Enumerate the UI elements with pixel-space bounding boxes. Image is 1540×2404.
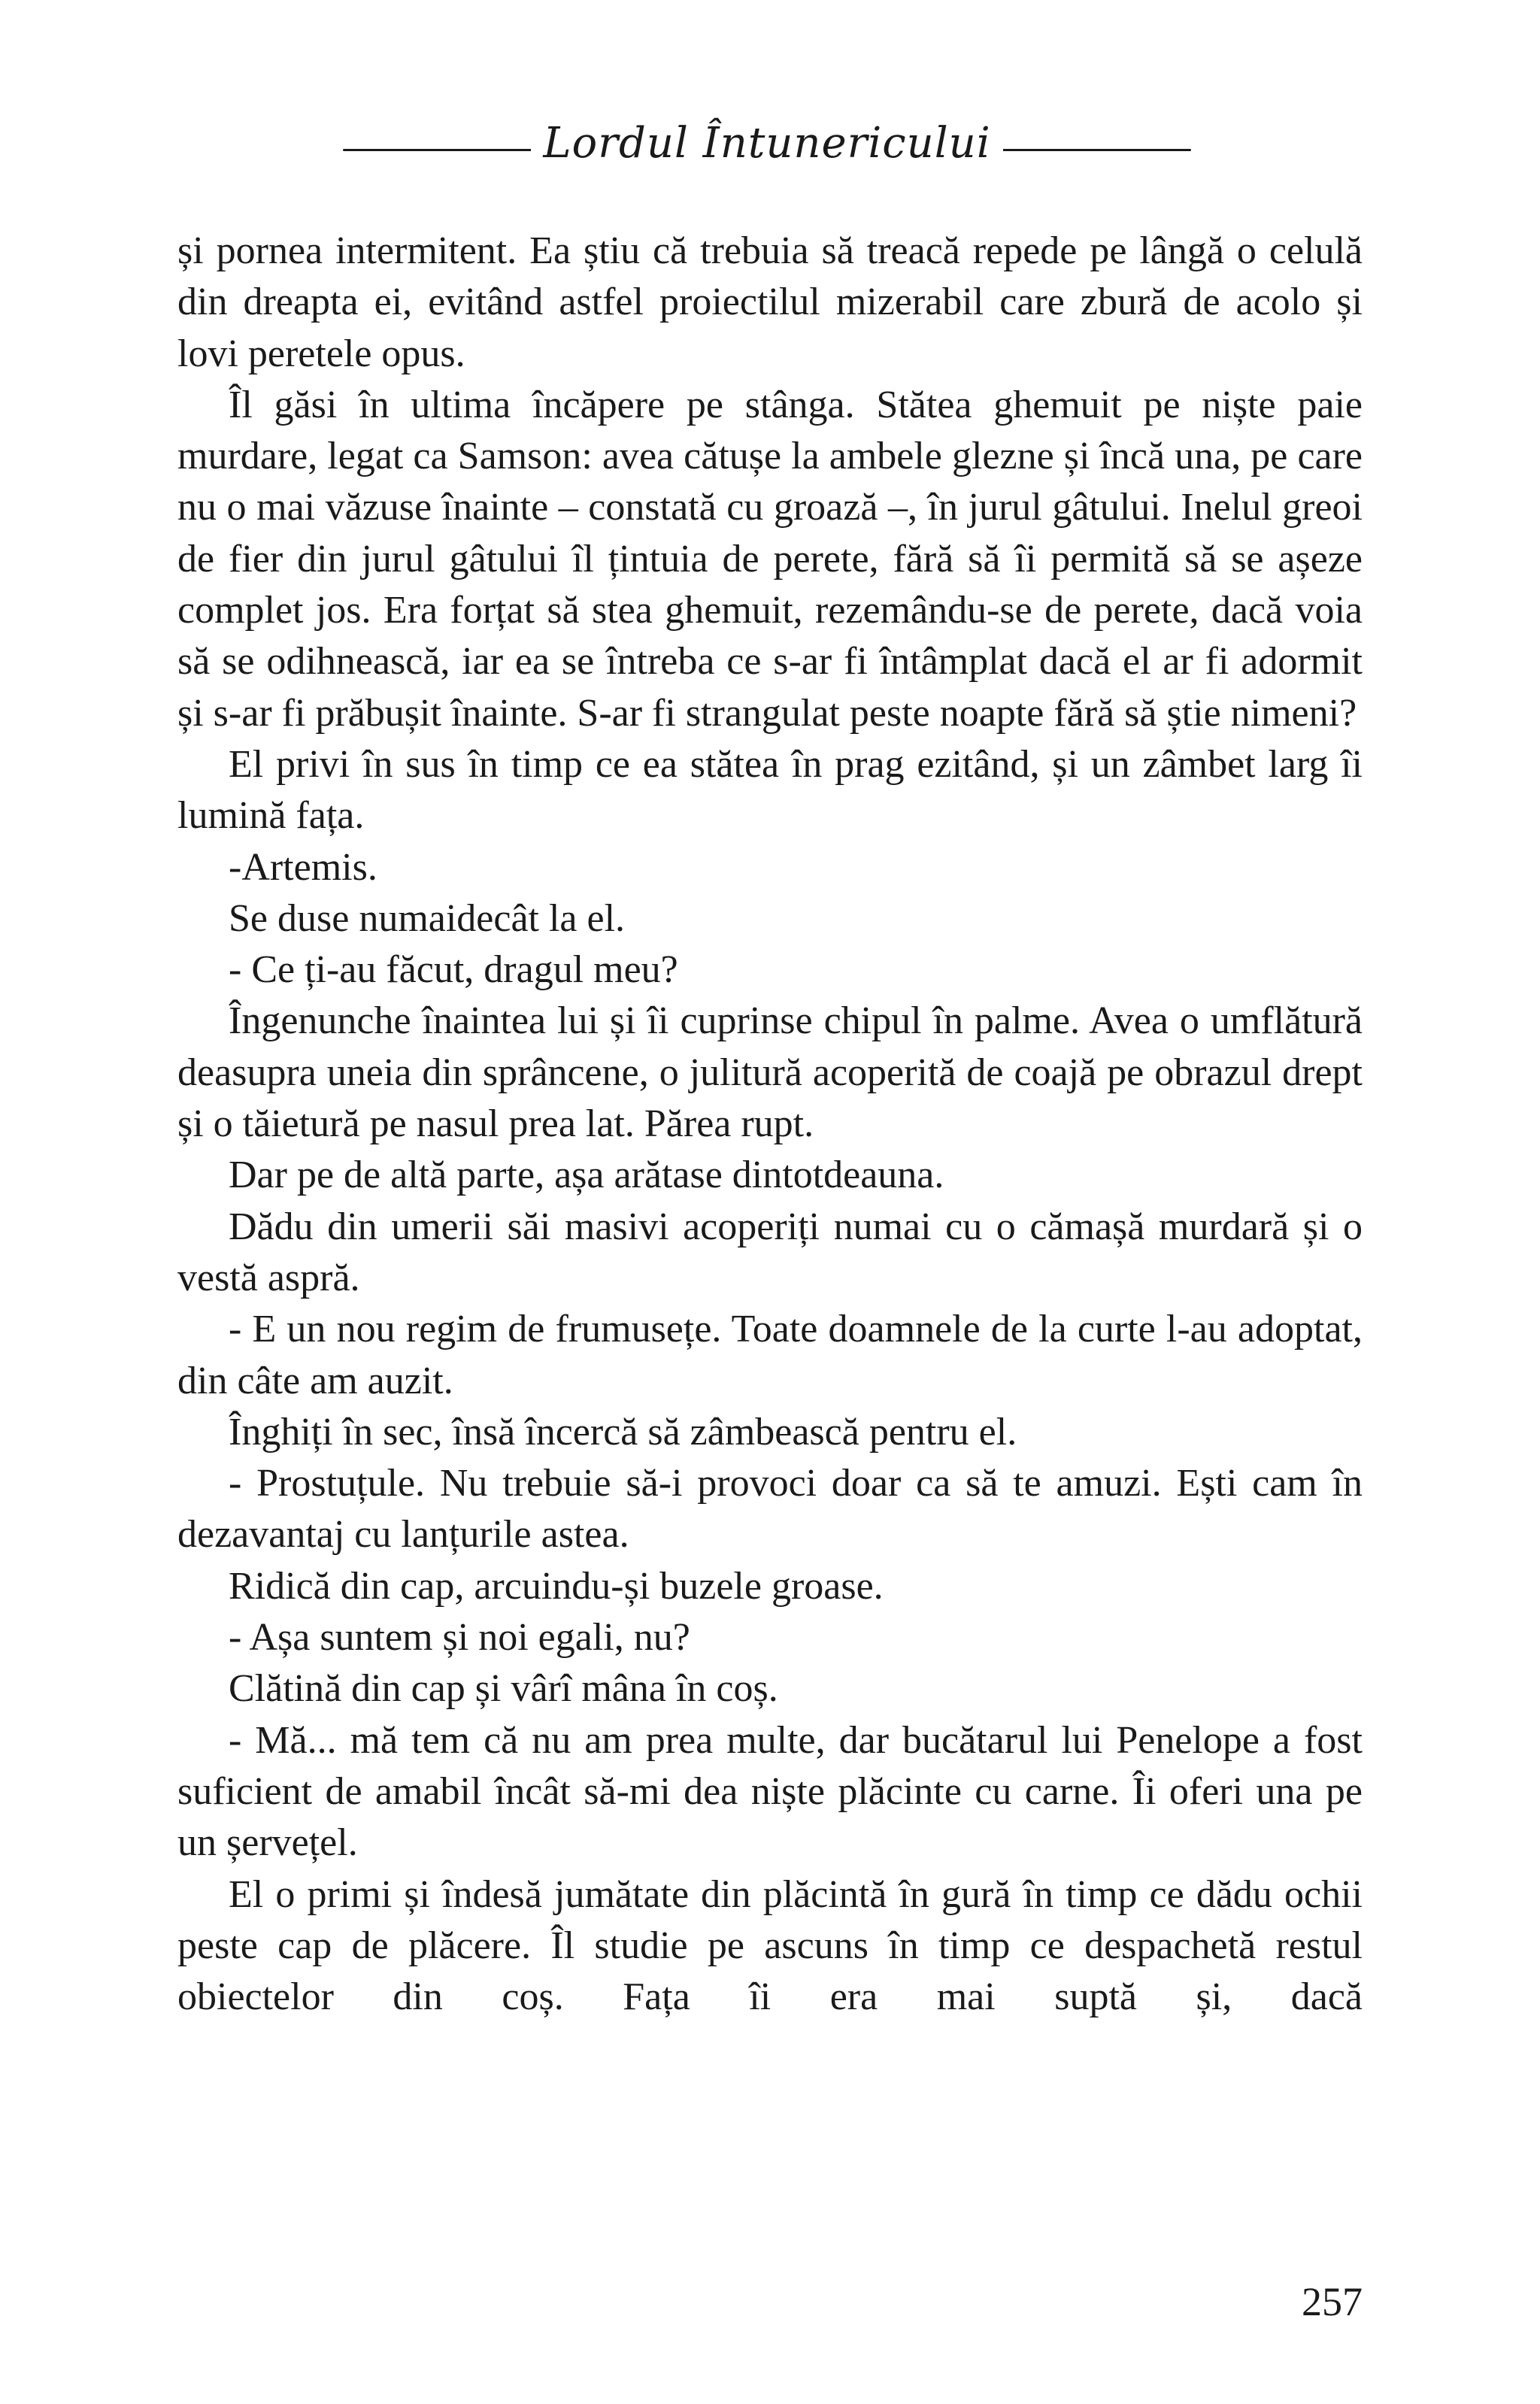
dialogue-line: - E un nou regim de frumusețe. Toate doamnele de la curte l-au adoptat, din câte am auzit. [177, 1308, 1363, 1402]
paragraph: Îngenunche înaintea lui și îi cuprinse chipul în palme. Avea o umflătură deasupra uneia din sprâncene, o julitură acoperită de coajă pe obrazul drept și o tăietură pe nasul prea lat. Părea rupt. [177, 999, 1363, 1146]
paragraph: El privi în sus în timp ce ea stătea în prag ezitând, și un zâmbet larg îi lumină fața. [177, 742, 1363, 838]
paragraph: El o primi și îndesă jumătate din plăcintă în gură în timp ce dădu ochii peste cap de plăcere. Îl studie pe ascuns în timp ce despachetă restul obiectelor din coș. Fața îi era mai suptă și, dacă [177, 1872, 1363, 2019]
paragraph: Dar pe de altă parte, așa arătase dintotdeauna. [229, 1153, 944, 1197]
header-rule-right [1003, 149, 1191, 151]
body-text [177, 226, 1363, 2023]
dialogue-line: - Așa suntem și noi egali, nu? [229, 1616, 690, 1660]
paragraph: Ridică din cap, arcuindu-și buzele groase. [229, 1564, 884, 1608]
paragraph: și pornea intermitent. Ea știu că trebuia să treacă repede pe lângă o celulă din dreapta ei, evitând astfel proiectilul mizerabil care zbură de acolo și lovi peretele opus. [177, 229, 1363, 375]
dialogue-line: - Ce ți-au făcut, dragul meu? [229, 948, 678, 992]
paragraph: Înghiți în sec, însă încercă să zâmbească pentru el. [229, 1410, 1017, 1454]
paragraph: Îl găsi în ultima încăpere pe stânga. Stătea ghemuit pe niște paie murdare, legat ca Samson: avea cătușe la ambele glezne și încă una, pe care nu o mai văzuse înainte – constată cu groază –, în jurul gâtului. Inelul greoi de fier din jurul gâtului îl țintuia de perete, fără să îi permită să se așeze complet jos. Era forțat să stea ghemuit, rezemându-se de perete, dacă voia să se odihnească, iar ea se întreba ce s-ar fi întâmplat dacă el ar fi adormit și s-ar fi prăbușit înainte. S-ar fi strangulat peste noapte fără să știe nimeni? [177, 383, 1363, 735]
page-number: 257 [1302, 2279, 1363, 2324]
paragraph: Dădu din umerii săi masivi acoperiți numai cu o cămașă murdară și o vestă aspră. [177, 1205, 1363, 1299]
paragraph: Se duse numaidecât la el. [229, 896, 626, 940]
header-rule-left [343, 149, 531, 151]
running-title: Lordul Întunericului [543, 118, 991, 168]
running-header [301, 113, 1233, 173]
paragraph: Clătină din cap și vârî mâna în coș. [229, 1667, 778, 1711]
dialogue-line: -Artemis. [229, 845, 377, 889]
dialogue-line: - Prostuțule. Nu trebuie să-i provoci doar ca să te amuzi. Ești cam în dezavantaj cu lanțurile astea. [177, 1462, 1363, 1557]
dialogue-line: - Mă... mă tem că nu am prea multe, dar bucătarul lui Penelope a fost suficient de amabil încât să-mi dea niște plăcinte cu carne. Îi oferi una pe un șervețel. [177, 1718, 1363, 1865]
